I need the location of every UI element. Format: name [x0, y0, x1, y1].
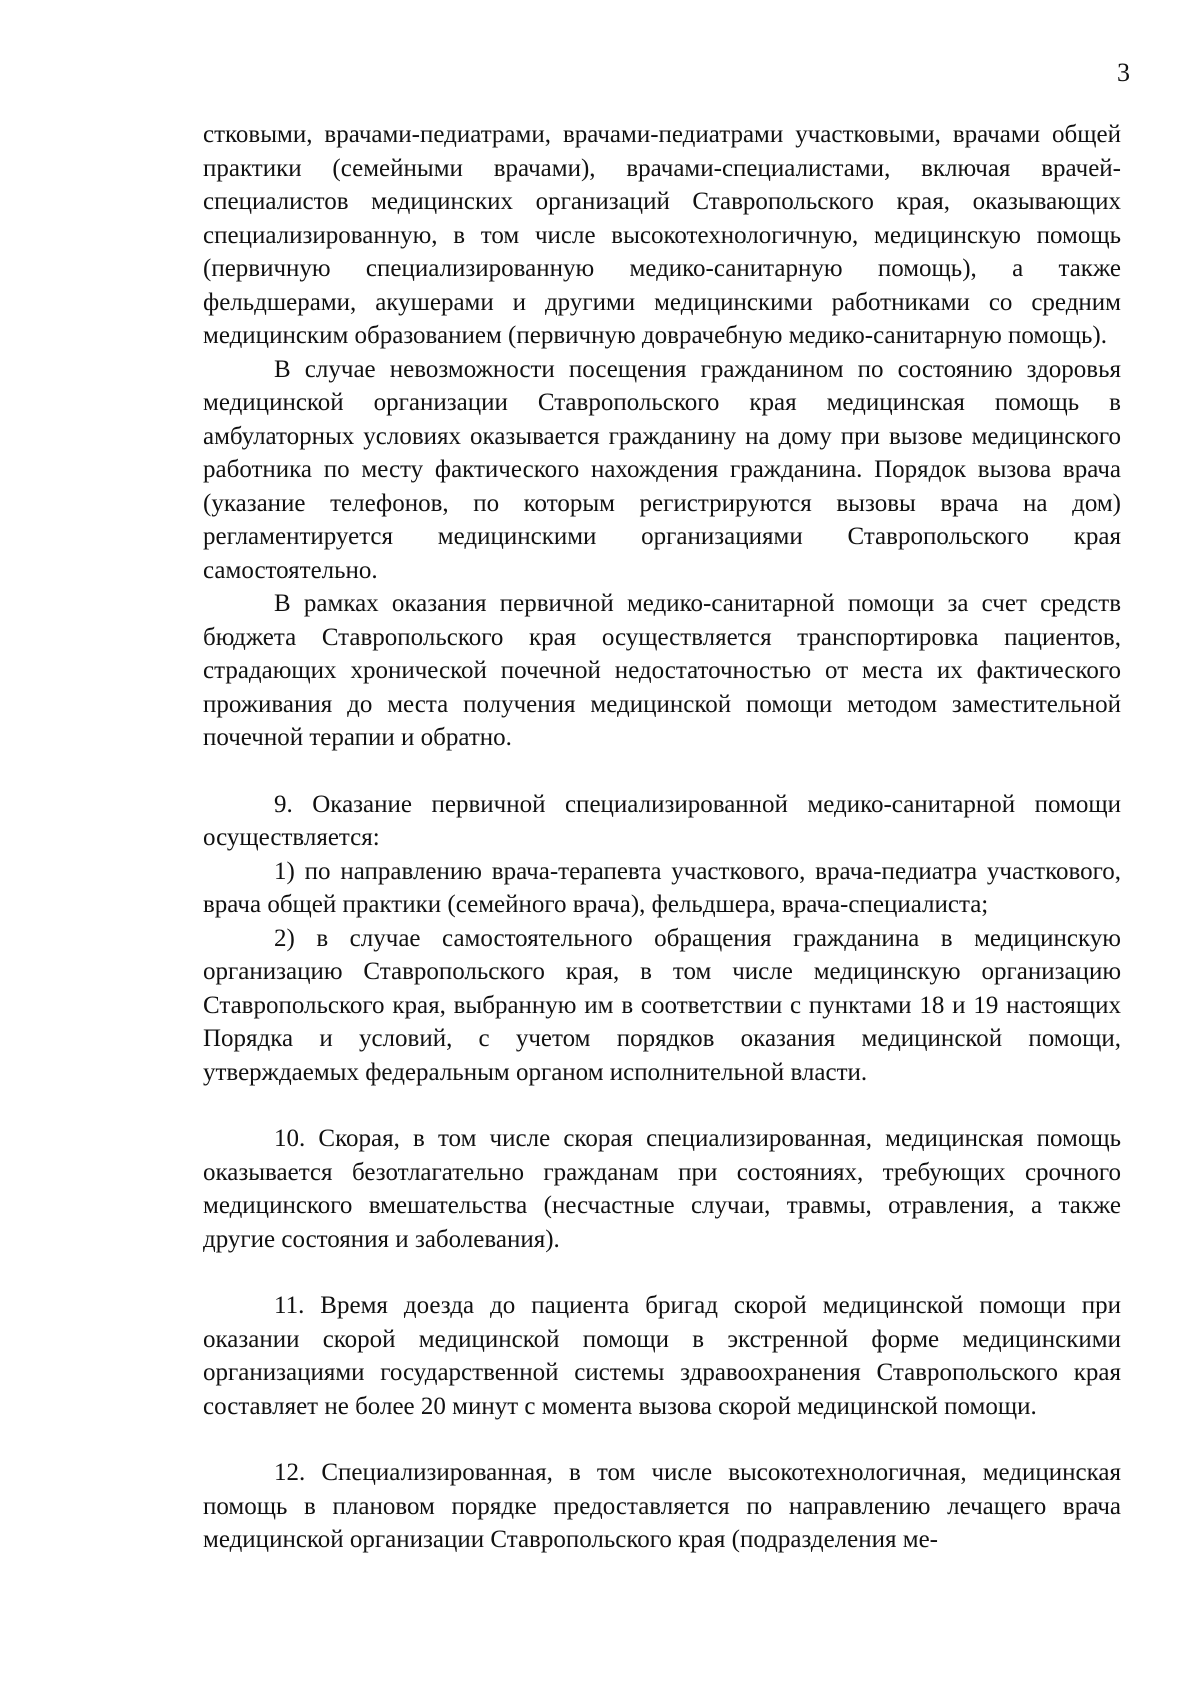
document-body	[203, 118, 1121, 1557]
paragraph-item-9: 9. Оказание первичной специализированной медико-санитарной помощи осуществляется:	[203, 790, 1121, 851]
paragraph-item-11: 11. Время доезда до пациента бригад скорой медицинской помощи при оказании скорой медицинской помощи в экстренной форме медицинскими организациями государственной системы здравоохранения Ставропольского края составляет не более 20 минут с момента вызова скорой медицинской помощи.	[203, 1292, 1121, 1420]
paragraph-item-12: 12. Специализированная, в том числе высокотехнологичная, медицинская помощь в плановом порядке предоставляется по направлению лечащего врача медицинской организации Ставропольского края (подразделения ме-	[203, 1459, 1121, 1553]
paragraph-item-10: 10. Скорая, в том числе скорая специализированная, медицинская помощь оказывается безотлагательно гражданам при состояниях, требующих срочного медицинского вмешательства (несчастные случаи, травмы, отравления, а также другие состояния и заболевания).	[203, 1125, 1121, 1253]
paragraph-home-visit: В случае невозможности посещения гражданином по состоянию здоровья медицинской организации Ставропольского края медицинская помощь в амбулаторных условиях оказывается гражданину на дому при вызове медицинского работника по месту фактического нахождения гражданина. Порядок вызова врача (указание телефонов, по которым регистрируются вызовы врача на дом) регламентируется медицинскими организациями Ставропольского края самостоятельно.	[203, 355, 1121, 584]
page-number: 3	[1117, 58, 1130, 87]
paragraph-transportation: В рамках оказания первичной медико-санитарной помощи за счет средств бюджета Ставропольского края осуществляется транспортировка пациентов, страдающих хронической почечной недостаточностью от места их фактического проживания до места получения медицинской помощи методом заместительной почечной терапии и обратно.	[203, 590, 1121, 751]
paragraph-continuation: стковыми, врачами-педиатрами, врачами-педиатрами участковыми, врачами общей практики (семейными врачами), врачами-специалистами, включая врачей-специалистов медицинских организаций Ставропольского края, оказывающих специализированную, в том числе высокотехнологичную, медицинскую помощь (первичную специализированную медико-санитарную помощь), а также фельдшерами, акушерами и другими медицинскими работниками со средним медицинским образованием (первичную доврачебную медико-санитарную помощь).	[203, 121, 1121, 349]
paragraph-item-9-2: 2) в случае самостоятельного обращения гражданина в медицинскую организацию Ставропольского края, в том числе медицинскую организацию Ставропольского края, выбранную им в соответствии с пунктами 18 и 19 настоящих Порядка и условий, с учетом порядков оказания медицинской помощи, утверждаемых федеральным органом исполнительной власти.	[203, 924, 1121, 1086]
paragraph-item-9-1: 1) по направлению врача-терапевта участкового, врача-педиатра участкового, врача общей практики (семейного врача), фельдшера, врача-специалиста;	[203, 857, 1121, 918]
